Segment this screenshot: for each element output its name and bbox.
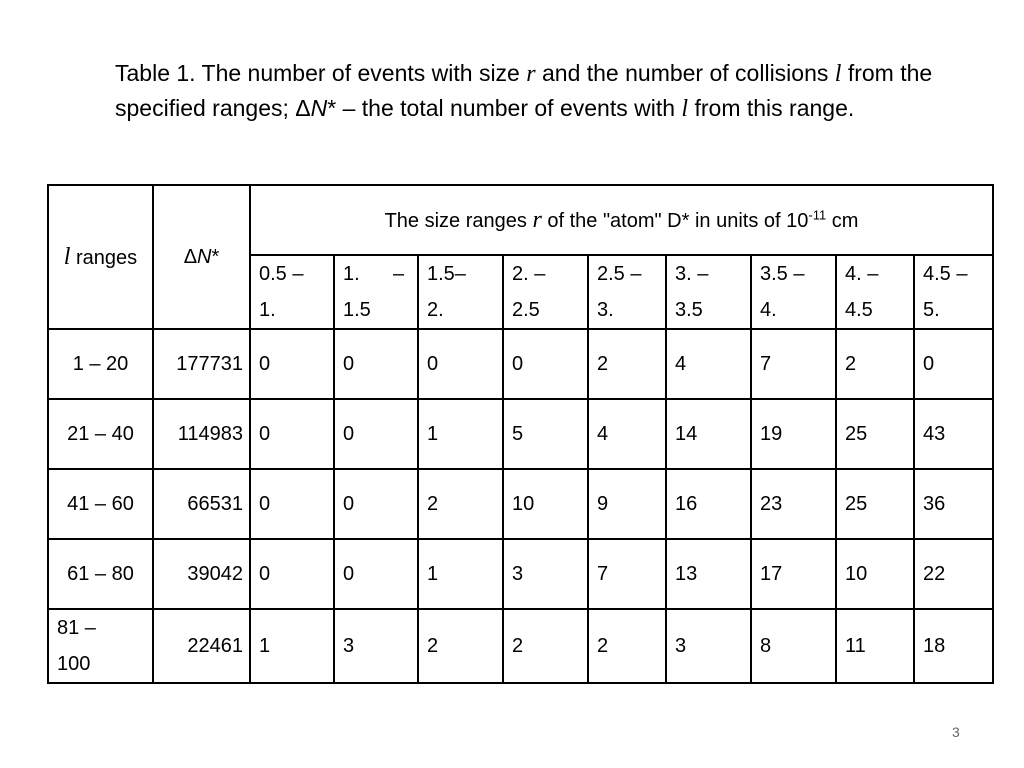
cell: 3	[334, 609, 418, 683]
subrange-start: 2.5 –	[597, 263, 642, 285]
subrange-header	[751, 255, 836, 329]
table-row	[48, 469, 993, 539]
subrange-end: 2.5	[512, 299, 540, 321]
cell: 2	[588, 609, 666, 683]
cell: 10	[836, 539, 914, 609]
header-delta-n	[153, 185, 250, 329]
header-n: N	[197, 245, 212, 268]
cell: 3	[666, 609, 751, 683]
subrange-start: 0.5 –	[259, 263, 304, 285]
subrange-header	[334, 255, 418, 329]
cell: 0	[334, 539, 418, 609]
cell: 23	[751, 469, 836, 539]
cell: 22	[914, 539, 993, 609]
cell: 36	[914, 469, 993, 539]
cell: 16	[666, 469, 751, 539]
subrange-header	[503, 255, 588, 329]
row-range: 41 – 60	[48, 469, 153, 539]
cell: 0	[334, 469, 418, 539]
caption-text-5: from this range.	[688, 95, 855, 121]
cell: 13	[666, 539, 751, 609]
caption-n-symbol: N	[310, 95, 328, 121]
cell: 2	[503, 609, 588, 683]
row-range-start: 81 –	[57, 617, 96, 639]
cell: 14	[666, 399, 751, 469]
subrange-start: 3.5 –	[760, 263, 805, 285]
cell: 4	[588, 399, 666, 469]
subrange-start: 1. –	[343, 263, 405, 285]
size-exponent: -11	[808, 206, 827, 222]
cell: 0	[334, 329, 418, 399]
subrange-start: 4.5 –	[923, 263, 968, 285]
caption-text-4: * – the total number of events with	[327, 95, 682, 121]
cell: 2	[588, 329, 666, 399]
caption-text-1: Table 1. The number of events with size	[115, 60, 527, 86]
subrange-end: 4.5	[845, 299, 873, 321]
row-range-end: 100	[57, 653, 91, 675]
cell: 11	[836, 609, 914, 683]
cell: 3	[503, 539, 588, 609]
table-row	[48, 399, 993, 469]
cell: 19	[751, 399, 836, 469]
subrange-end: 3.	[597, 299, 614, 321]
subrange-header	[666, 255, 751, 329]
header-size-ranges	[250, 185, 993, 255]
cell: 25	[836, 399, 914, 469]
row-range: 61 – 80	[48, 539, 153, 609]
row-range: 1 – 20	[48, 329, 153, 399]
row-total: 66531	[153, 469, 250, 539]
subrange-end: 1.	[259, 299, 276, 321]
subrange-end: 4.	[760, 299, 777, 321]
cell: 9	[588, 469, 666, 539]
row-total: 22461	[153, 609, 250, 683]
caption-l-symbol: l	[834, 61, 842, 87]
cell: 1	[250, 609, 334, 683]
cell: 10	[503, 469, 588, 539]
subrange-header	[418, 255, 503, 329]
table-row	[48, 539, 993, 609]
page-number: 3	[952, 724, 960, 740]
cell: 0	[250, 539, 334, 609]
row-total: 114983	[153, 399, 250, 469]
caption-l-symbol-2: l	[681, 96, 689, 122]
cell: 2	[418, 609, 503, 683]
subrange-start: 1.5–	[427, 263, 466, 285]
table-caption	[115, 56, 955, 126]
row-range	[48, 609, 153, 683]
caption-r-symbol: r	[526, 61, 536, 87]
events-table	[47, 184, 994, 684]
size-unit: cm	[826, 209, 859, 232]
cell: 2	[836, 329, 914, 399]
row-range: 21 – 40	[48, 399, 153, 469]
subrange-header	[836, 255, 914, 329]
header-l-symbol: l	[63, 243, 71, 270]
subrange-end: 3.5	[675, 299, 703, 321]
cell: 0	[250, 399, 334, 469]
subrange-end: 5.	[923, 299, 940, 321]
subrange-header	[250, 255, 334, 329]
subrange-start: 2. –	[512, 263, 546, 285]
cell: 25	[836, 469, 914, 539]
cell: 0	[334, 399, 418, 469]
header-l-label: ranges	[70, 246, 138, 269]
cell: 0	[418, 329, 503, 399]
size-mid: of the "atom" D* in units of 10	[541, 209, 809, 232]
cell: 5	[503, 399, 588, 469]
caption-text-3: from the specified ranges; Δ	[115, 60, 933, 121]
cell: 0	[914, 329, 993, 399]
cell: 1	[418, 539, 503, 609]
subrange-start: 3. –	[675, 263, 709, 285]
subrange-header	[914, 255, 993, 329]
caption-text-2: and the number of collisions	[535, 60, 835, 86]
size-prefix: The size ranges	[384, 209, 533, 232]
subrange-start: 4. –	[845, 263, 879, 285]
cell: 7	[751, 329, 836, 399]
cell: 0	[250, 329, 334, 399]
header-star: *	[211, 245, 220, 268]
cell: 8	[751, 609, 836, 683]
size-r-symbol: r	[532, 206, 542, 233]
cell: 17	[751, 539, 836, 609]
table-row	[48, 329, 993, 399]
subrange-header	[588, 255, 666, 329]
cell: 7	[588, 539, 666, 609]
row-total: 177731	[153, 329, 250, 399]
cell: 18	[914, 609, 993, 683]
header-l-ranges	[48, 185, 153, 329]
subrange-end: 2.	[427, 299, 444, 321]
cell: 2	[418, 469, 503, 539]
cell: 0	[250, 469, 334, 539]
header-delta: Δ	[183, 245, 198, 268]
cell: 1	[418, 399, 503, 469]
cell: 43	[914, 399, 993, 469]
cell: 4	[666, 329, 751, 399]
table-row	[48, 609, 993, 683]
subrange-end: 1.5	[343, 299, 371, 321]
row-total: 39042	[153, 539, 250, 609]
cell: 0	[503, 329, 588, 399]
